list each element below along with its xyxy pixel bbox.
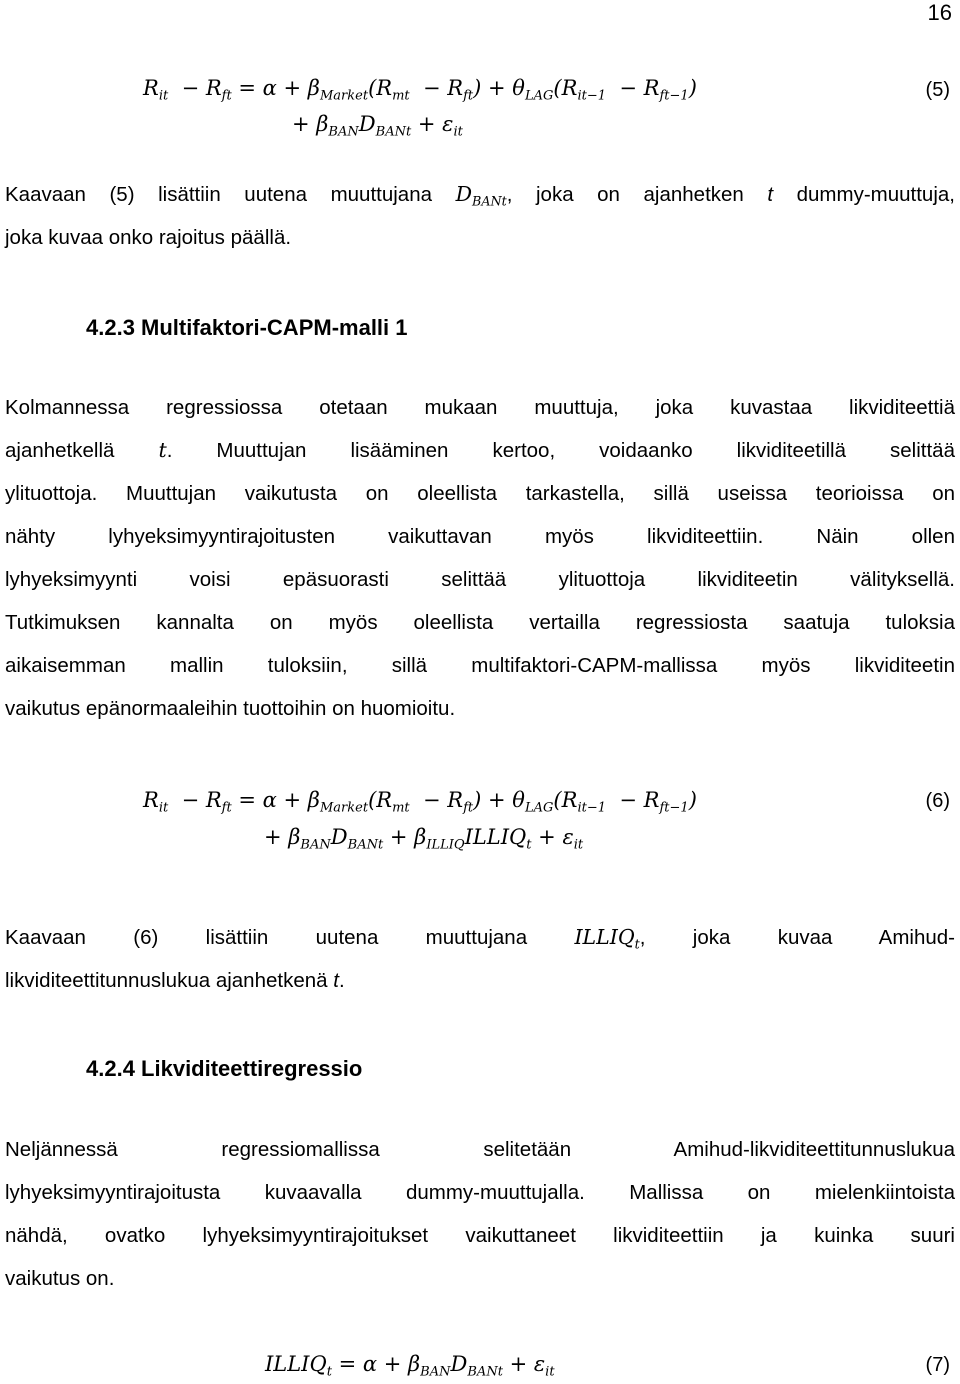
paragraph-2-line: ylituottoja. Muuttujan vaikutusta on oleellista tarkastella, sillä useissa teorioissa on [5,482,955,505]
equation-5-line-2: + $\beta_{BAN}D_{BANt} + \varepsilon_{it}$ [292,112,463,140]
equation-6-line-2: + $\beta_{BAN}D_{BANt}$ + $\beta_{ILLIQ}ILLIQ_t + \varepsilon_{it}$ [264,825,584,853]
paragraph-2-line: ajanhetkellä t. Muuttujan lisääminen kertoo, voidaanko likviditeetillä selittää [5,438,955,462]
paragraph-1-line-2: joka kuvaa onko rajoitus päällä. [5,226,292,249]
paragraph-4-line: nähdä, ovatko lyhyeksimyyntirajoitukset vaikuttaneet likviditeettiin ja kuinka suuri [5,1224,955,1247]
paragraph-2-line: Tutkimuksen kannalta on myös oleellista vertailla regressiosta saatuja tuloksia [5,611,955,634]
paragraph-4-line: lyhyeksimyyntirajoitusta kuvaavalla dummy-muuttujalla. Mallissa on mielenkiintoista [5,1181,955,1204]
paragraph-2-line: aikaisemman mallin tuloksiin, sillä multifaktori-CAPM-mallissa myös likviditeetin [5,654,955,677]
paragraph-2-line: Kolmannessa regressiossa otetaan mukaan muuttuja, joka kuvastaa likviditeettiä [5,396,955,419]
paragraph-3-line-1: Kaavaan (6) lisättiin uutena muuttujana $ILLIQ_t$, joka kuvaa Amihud- [5,925,955,952]
equation-7-number: (7) [925,1354,950,1376]
paragraph-2-line: vaikutus epänormaaleihin tuottoihin on huomioitu. [5,697,456,720]
section-heading-4-2-3: 4.2.3 Multifaktori-CAPM-malli 1 [86,315,408,340]
paragraph-4 [5,1128,955,1300]
equation-6-line-1: $R_{it} - R_{ft} = \alpha + \beta_{Market}(R_{mt} - R_{ft}) + \theta_{LAG}(R_{it-1} - R_{ft-1})$ [143,788,697,816]
equation-5-number: (5) [925,79,950,101]
paragraph-1 [5,173,955,259]
paragraph-2 [5,386,955,730]
equation-7: $ILLIQ_t = \alpha + \beta_{BAN}D_{BANt} + \varepsilon_{it}$ [265,1352,555,1380]
paragraph-3-line-2: likviditeettitunnuslukua ajanhetkenä t. [5,969,345,992]
paragraph-2-line: nähty lyhyeksimyyntirajoitusten vaikuttavan myös likviditeettiin. Näin ollen [5,525,955,548]
paragraph-3 [5,916,955,1002]
equation-6-number: (6) [925,790,950,812]
section-heading-4-2-4: 4.2.4 Likviditeettiregressio [86,1056,363,1081]
paragraph-2-line: lyhyeksimyynti voisi epäsuorasti selittää ylituottoja likviditeetin välityksellä. [5,568,955,591]
equation-5-line-1: $R_{it} - R_{ft} = \alpha + \beta_{Market}(R_{mt} - R_{ft}) + \theta_{LAG}(R_{it-1} - R_{ft-1})$ [143,76,697,104]
paragraph-4-line: Neljännessä regressiomallissa selitetään Amihud-likviditeettitunnuslukua [5,1138,955,1161]
paragraph-1-line-1: Kaavaan (5) lisättiin uutena muuttujana $D_{BANt}$, joka on ajanhetken t dummy-muuttuja, [5,182,955,209]
paragraph-4-line: vaikutus on. [5,1267,115,1290]
page-number: 16 [927,0,952,25]
